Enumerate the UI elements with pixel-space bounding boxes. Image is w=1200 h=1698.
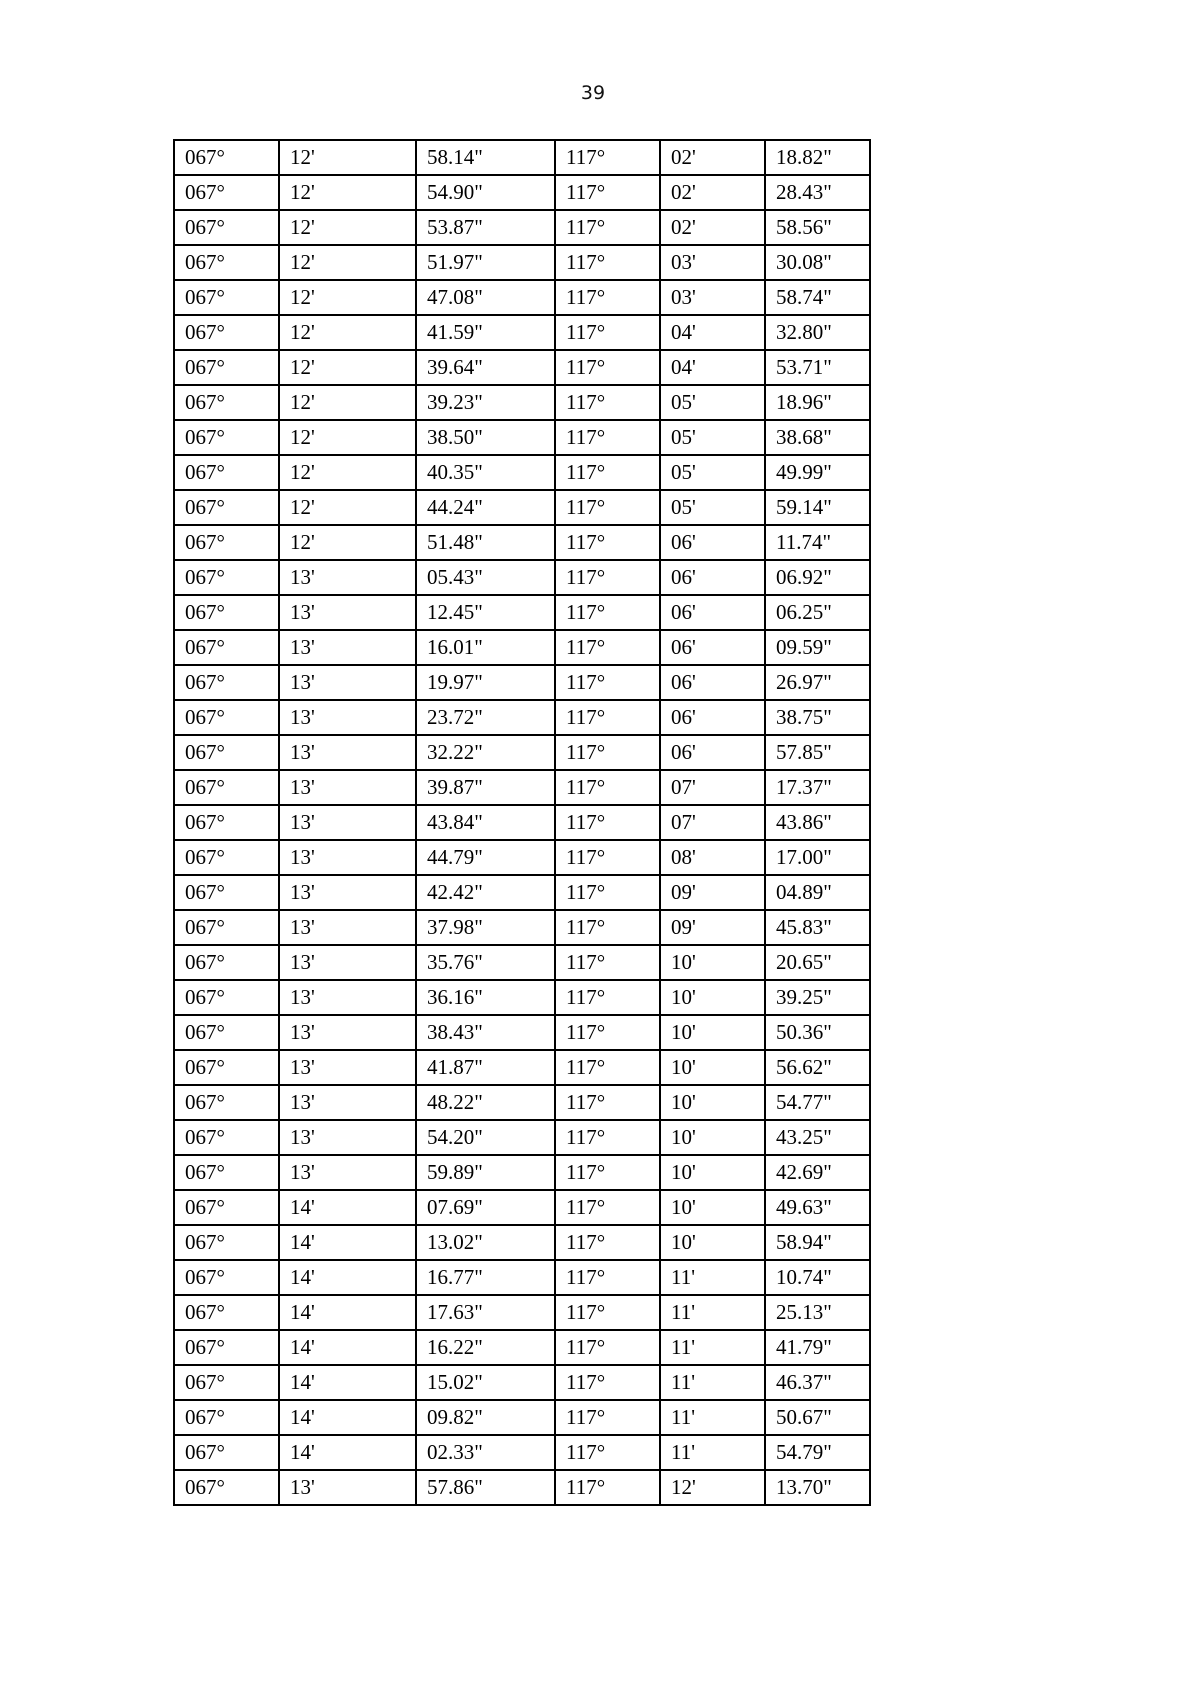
lon-seconds-cell: 10.74" (765, 1260, 870, 1295)
table-row (174, 140, 870, 175)
table-row (174, 770, 870, 805)
lon-seconds-cell: 26.97" (765, 665, 870, 700)
table-row (174, 1400, 870, 1435)
lat-seconds-cell: 51.48" (416, 525, 555, 560)
lon-seconds-cell: 09.59" (765, 630, 870, 665)
lat-minutes-cell: 14' (279, 1400, 416, 1435)
lon-degrees-cell: 117° (555, 1225, 660, 1260)
table-row (174, 455, 870, 490)
table-row (174, 210, 870, 245)
lat-degrees-cell: 067° (174, 1015, 279, 1050)
lat-seconds-cell: 39.23" (416, 385, 555, 420)
lon-seconds-cell: 58.56" (765, 210, 870, 245)
lon-minutes-cell: 06' (660, 735, 765, 770)
lat-degrees-cell: 067° (174, 700, 279, 735)
lon-minutes-cell: 10' (660, 1015, 765, 1050)
lon-minutes-cell: 10' (660, 980, 765, 1015)
lon-degrees-cell: 117° (555, 210, 660, 245)
table-row (174, 1050, 870, 1085)
lat-degrees-cell: 067° (174, 245, 279, 280)
lat-minutes-cell: 13' (279, 770, 416, 805)
table-row (174, 350, 870, 385)
lon-minutes-cell: 11' (660, 1365, 765, 1400)
lat-minutes-cell: 13' (279, 665, 416, 700)
lon-degrees-cell: 117° (555, 630, 660, 665)
lon-degrees-cell: 117° (555, 980, 660, 1015)
table-row (174, 1015, 870, 1050)
lat-seconds-cell: 47.08" (416, 280, 555, 315)
lat-degrees-cell: 067° (174, 490, 279, 525)
lat-minutes-cell: 13' (279, 1120, 416, 1155)
lat-degrees-cell: 067° (174, 1085, 279, 1120)
lat-degrees-cell: 067° (174, 980, 279, 1015)
lat-minutes-cell: 13' (279, 840, 416, 875)
table-row (174, 1190, 870, 1225)
lon-degrees-cell: 117° (555, 1295, 660, 1330)
lat-minutes-cell: 13' (279, 1470, 416, 1505)
table-row (174, 735, 870, 770)
lat-degrees-cell: 067° (174, 1470, 279, 1505)
lat-degrees-cell: 067° (174, 1190, 279, 1225)
lon-seconds-cell: 43.25" (765, 1120, 870, 1155)
table-row (174, 945, 870, 980)
table-row (174, 245, 870, 280)
lon-degrees-cell: 117° (555, 1400, 660, 1435)
lat-minutes-cell: 13' (279, 980, 416, 1015)
lat-seconds-cell: 35.76" (416, 945, 555, 980)
table-row (174, 1085, 870, 1120)
lon-seconds-cell: 58.74" (765, 280, 870, 315)
lat-degrees-cell: 067° (174, 910, 279, 945)
table-row (174, 1470, 870, 1505)
lat-minutes-cell: 12' (279, 455, 416, 490)
lon-degrees-cell: 117° (555, 1470, 660, 1505)
lon-seconds-cell: 49.99" (765, 455, 870, 490)
lon-degrees-cell: 117° (555, 1050, 660, 1085)
lat-seconds-cell: 57.86" (416, 1470, 555, 1505)
lon-minutes-cell: 02' (660, 140, 765, 175)
lon-seconds-cell: 17.37" (765, 770, 870, 805)
lat-degrees-cell: 067° (174, 140, 279, 175)
lat-seconds-cell: 16.77" (416, 1260, 555, 1295)
lon-minutes-cell: 10' (660, 1190, 765, 1225)
lat-degrees-cell: 067° (174, 595, 279, 630)
lat-seconds-cell: 40.35" (416, 455, 555, 490)
table-row (174, 315, 870, 350)
lat-minutes-cell: 13' (279, 945, 416, 980)
lat-minutes-cell: 13' (279, 1155, 416, 1190)
lon-seconds-cell: 49.63" (765, 1190, 870, 1225)
lat-seconds-cell: 41.59" (416, 315, 555, 350)
lat-minutes-cell: 13' (279, 875, 416, 910)
lat-seconds-cell: 39.64" (416, 350, 555, 385)
lat-degrees-cell: 067° (174, 1155, 279, 1190)
lon-degrees-cell: 117° (555, 875, 660, 910)
lon-minutes-cell: 02' (660, 210, 765, 245)
lat-seconds-cell: 02.33" (416, 1435, 555, 1470)
lon-degrees-cell: 117° (555, 805, 660, 840)
table-row (174, 665, 870, 700)
lon-degrees-cell: 117° (555, 245, 660, 280)
lat-minutes-cell: 14' (279, 1330, 416, 1365)
lat-minutes-cell: 13' (279, 1050, 416, 1085)
lon-minutes-cell: 06' (660, 700, 765, 735)
lat-minutes-cell: 12' (279, 385, 416, 420)
table-row (174, 595, 870, 630)
lon-seconds-cell: 54.77" (765, 1085, 870, 1120)
lon-minutes-cell: 10' (660, 1225, 765, 1260)
lat-seconds-cell: 09.82" (416, 1400, 555, 1435)
lat-minutes-cell: 12' (279, 175, 416, 210)
lon-minutes-cell: 09' (660, 875, 765, 910)
table-row (174, 560, 870, 595)
lon-minutes-cell: 11' (660, 1295, 765, 1330)
lon-seconds-cell: 18.82" (765, 140, 870, 175)
table-row (174, 1435, 870, 1470)
lon-seconds-cell: 17.00" (765, 840, 870, 875)
lon-seconds-cell: 13.70" (765, 1470, 870, 1505)
lat-seconds-cell: 23.72" (416, 700, 555, 735)
lon-minutes-cell: 03' (660, 245, 765, 280)
lat-minutes-cell: 12' (279, 245, 416, 280)
table-row (174, 910, 870, 945)
lon-seconds-cell: 25.13" (765, 1295, 870, 1330)
lat-seconds-cell: 59.89" (416, 1155, 555, 1190)
lon-minutes-cell: 05' (660, 420, 765, 455)
lat-degrees-cell: 067° (174, 665, 279, 700)
lon-minutes-cell: 10' (660, 1155, 765, 1190)
lat-minutes-cell: 14' (279, 1365, 416, 1400)
lat-minutes-cell: 14' (279, 1295, 416, 1330)
lat-minutes-cell: 12' (279, 350, 416, 385)
lat-degrees-cell: 067° (174, 175, 279, 210)
lon-degrees-cell: 117° (555, 700, 660, 735)
lat-minutes-cell: 13' (279, 595, 416, 630)
lon-degrees-cell: 117° (555, 140, 660, 175)
lon-seconds-cell: 59.14" (765, 490, 870, 525)
lon-seconds-cell: 38.68" (765, 420, 870, 455)
lon-minutes-cell: 10' (660, 945, 765, 980)
lon-seconds-cell: 54.79" (765, 1435, 870, 1470)
lat-degrees-cell: 067° (174, 840, 279, 875)
lon-seconds-cell: 57.85" (765, 735, 870, 770)
lat-seconds-cell: 15.02" (416, 1365, 555, 1400)
lat-seconds-cell: 32.22" (416, 735, 555, 770)
lat-degrees-cell: 067° (174, 280, 279, 315)
lat-seconds-cell: 37.98" (416, 910, 555, 945)
lon-minutes-cell: 11' (660, 1330, 765, 1365)
lon-minutes-cell: 06' (660, 560, 765, 595)
lat-seconds-cell: 07.69" (416, 1190, 555, 1225)
lat-seconds-cell: 51.97" (416, 245, 555, 280)
lat-minutes-cell: 12' (279, 210, 416, 245)
table-row (174, 175, 870, 210)
lat-degrees-cell: 067° (174, 630, 279, 665)
table-row (174, 1155, 870, 1190)
lat-degrees-cell: 067° (174, 525, 279, 560)
lat-minutes-cell: 13' (279, 1015, 416, 1050)
lat-minutes-cell: 14' (279, 1260, 416, 1295)
table-row (174, 280, 870, 315)
lon-minutes-cell: 05' (660, 385, 765, 420)
table-row (174, 1225, 870, 1260)
lon-minutes-cell: 11' (660, 1400, 765, 1435)
lat-seconds-cell: 42.42" (416, 875, 555, 910)
lon-minutes-cell: 10' (660, 1085, 765, 1120)
lat-minutes-cell: 12' (279, 315, 416, 350)
lat-seconds-cell: 44.79" (416, 840, 555, 875)
lon-degrees-cell: 117° (555, 1260, 660, 1295)
lon-seconds-cell: 18.96" (765, 385, 870, 420)
lon-degrees-cell: 117° (555, 455, 660, 490)
lon-seconds-cell: 41.79" (765, 1330, 870, 1365)
lat-seconds-cell: 16.22" (416, 1330, 555, 1365)
lon-minutes-cell: 07' (660, 805, 765, 840)
lon-seconds-cell: 11.74" (765, 525, 870, 560)
lon-seconds-cell: 56.62" (765, 1050, 870, 1085)
lat-seconds-cell: 38.50" (416, 420, 555, 455)
lat-seconds-cell: 12.45" (416, 595, 555, 630)
lat-seconds-cell: 19.97" (416, 665, 555, 700)
lon-minutes-cell: 09' (660, 910, 765, 945)
lon-degrees-cell: 117° (555, 420, 660, 455)
lon-seconds-cell: 58.94" (765, 1225, 870, 1260)
lon-seconds-cell: 30.08" (765, 245, 870, 280)
lat-seconds-cell: 44.24" (416, 490, 555, 525)
lat-minutes-cell: 14' (279, 1435, 416, 1470)
lat-seconds-cell: 38.43" (416, 1015, 555, 1050)
lat-seconds-cell: 36.16" (416, 980, 555, 1015)
lat-degrees-cell: 067° (174, 1050, 279, 1085)
lon-minutes-cell: 06' (660, 665, 765, 700)
lon-seconds-cell: 28.43" (765, 175, 870, 210)
lon-seconds-cell: 50.67" (765, 1400, 870, 1435)
lat-seconds-cell: 54.20" (416, 1120, 555, 1155)
lat-minutes-cell: 13' (279, 700, 416, 735)
lat-degrees-cell: 067° (174, 1330, 279, 1365)
lon-seconds-cell: 43.86" (765, 805, 870, 840)
lat-seconds-cell: 13.02" (416, 1225, 555, 1260)
lat-degrees-cell: 067° (174, 1400, 279, 1435)
lon-seconds-cell: 06.92" (765, 560, 870, 595)
lon-degrees-cell: 117° (555, 490, 660, 525)
lon-minutes-cell: 07' (660, 770, 765, 805)
lat-minutes-cell: 14' (279, 1225, 416, 1260)
lat-minutes-cell: 12' (279, 140, 416, 175)
lon-minutes-cell: 03' (660, 280, 765, 315)
lat-degrees-cell: 067° (174, 385, 279, 420)
lon-minutes-cell: 04' (660, 350, 765, 385)
lat-degrees-cell: 067° (174, 1225, 279, 1260)
lon-degrees-cell: 117° (555, 1190, 660, 1225)
lat-degrees-cell: 067° (174, 560, 279, 595)
table-row (174, 1120, 870, 1155)
lat-seconds-cell: 41.87" (416, 1050, 555, 1085)
lon-seconds-cell: 42.69" (765, 1155, 870, 1190)
lon-minutes-cell: 11' (660, 1260, 765, 1295)
lat-seconds-cell: 16.01" (416, 630, 555, 665)
lat-seconds-cell: 17.63" (416, 1295, 555, 1330)
lat-minutes-cell: 14' (279, 1190, 416, 1225)
lat-degrees-cell: 067° (174, 1435, 279, 1470)
lon-minutes-cell: 06' (660, 630, 765, 665)
lon-degrees-cell: 117° (555, 175, 660, 210)
lon-minutes-cell: 05' (660, 455, 765, 490)
lon-degrees-cell: 117° (555, 735, 660, 770)
lon-minutes-cell: 05' (660, 490, 765, 525)
lon-degrees-cell: 117° (555, 595, 660, 630)
table-row (174, 840, 870, 875)
lat-degrees-cell: 067° (174, 1365, 279, 1400)
lon-degrees-cell: 117° (555, 665, 660, 700)
lat-seconds-cell: 48.22" (416, 1085, 555, 1120)
table-row (174, 1295, 870, 1330)
lon-degrees-cell: 117° (555, 770, 660, 805)
lon-minutes-cell: 04' (660, 315, 765, 350)
table-row (174, 980, 870, 1015)
lat-seconds-cell: 39.87" (416, 770, 555, 805)
lat-degrees-cell: 067° (174, 875, 279, 910)
lat-degrees-cell: 067° (174, 210, 279, 245)
lon-seconds-cell: 20.65" (765, 945, 870, 980)
lat-seconds-cell: 43.84" (416, 805, 555, 840)
lon-seconds-cell: 04.89" (765, 875, 870, 910)
lon-degrees-cell: 117° (555, 280, 660, 315)
lat-minutes-cell: 13' (279, 560, 416, 595)
lat-degrees-cell: 067° (174, 945, 279, 980)
lon-minutes-cell: 08' (660, 840, 765, 875)
lat-degrees-cell: 067° (174, 1120, 279, 1155)
table-row (174, 1365, 870, 1400)
table-row (174, 700, 870, 735)
lon-seconds-cell: 46.37" (765, 1365, 870, 1400)
coordinates-table (173, 139, 871, 1506)
lon-degrees-cell: 117° (555, 1365, 660, 1400)
lat-minutes-cell: 13' (279, 1085, 416, 1120)
lon-seconds-cell: 53.71" (765, 350, 870, 385)
lon-degrees-cell: 117° (555, 1330, 660, 1365)
table-row (174, 630, 870, 665)
table-row (174, 1260, 870, 1295)
lon-minutes-cell: 12' (660, 1470, 765, 1505)
lon-seconds-cell: 38.75" (765, 700, 870, 735)
lon-degrees-cell: 117° (555, 1120, 660, 1155)
lat-degrees-cell: 067° (174, 735, 279, 770)
lon-degrees-cell: 117° (555, 385, 660, 420)
lon-minutes-cell: 10' (660, 1120, 765, 1155)
lat-minutes-cell: 12' (279, 490, 416, 525)
lon-seconds-cell: 50.36" (765, 1015, 870, 1050)
lon-minutes-cell: 10' (660, 1050, 765, 1085)
table-row (174, 490, 870, 525)
lon-degrees-cell: 117° (555, 1435, 660, 1470)
lon-degrees-cell: 117° (555, 1155, 660, 1190)
lat-seconds-cell: 05.43" (416, 560, 555, 595)
lon-degrees-cell: 117° (555, 1085, 660, 1120)
lat-degrees-cell: 067° (174, 770, 279, 805)
lat-degrees-cell: 067° (174, 350, 279, 385)
lon-seconds-cell: 06.25" (765, 595, 870, 630)
lat-minutes-cell: 13' (279, 910, 416, 945)
lon-degrees-cell: 117° (555, 525, 660, 560)
lon-degrees-cell: 117° (555, 910, 660, 945)
table-row (174, 875, 870, 910)
table-row (174, 525, 870, 560)
lon-minutes-cell: 06' (660, 595, 765, 630)
page-number: 39 (580, 82, 606, 104)
lon-degrees-cell: 117° (555, 315, 660, 350)
lat-degrees-cell: 067° (174, 805, 279, 840)
lat-minutes-cell: 13' (279, 805, 416, 840)
lon-degrees-cell: 117° (555, 840, 660, 875)
lon-seconds-cell: 39.25" (765, 980, 870, 1015)
table-row (174, 420, 870, 455)
lat-degrees-cell: 067° (174, 315, 279, 350)
lat-seconds-cell: 58.14" (416, 140, 555, 175)
lon-minutes-cell: 06' (660, 525, 765, 560)
lat-minutes-cell: 12' (279, 420, 416, 455)
lon-degrees-cell: 117° (555, 945, 660, 980)
lon-degrees-cell: 117° (555, 350, 660, 385)
table-row (174, 385, 870, 420)
lon-seconds-cell: 45.83" (765, 910, 870, 945)
lat-minutes-cell: 12' (279, 280, 416, 315)
lat-minutes-cell: 12' (279, 525, 416, 560)
coordinates-table-body (174, 140, 870, 1505)
lon-degrees-cell: 117° (555, 1015, 660, 1050)
lat-minutes-cell: 13' (279, 735, 416, 770)
lon-minutes-cell: 02' (660, 175, 765, 210)
lon-degrees-cell: 117° (555, 560, 660, 595)
table-row (174, 805, 870, 840)
table-row (174, 1330, 870, 1365)
lon-seconds-cell: 32.80" (765, 315, 870, 350)
lat-degrees-cell: 067° (174, 420, 279, 455)
lon-minutes-cell: 11' (660, 1435, 765, 1470)
lat-seconds-cell: 54.90" (416, 175, 555, 210)
lat-degrees-cell: 067° (174, 1295, 279, 1330)
lat-degrees-cell: 067° (174, 1260, 279, 1295)
lat-minutes-cell: 13' (279, 630, 416, 665)
lat-degrees-cell: 067° (174, 455, 279, 490)
lat-seconds-cell: 53.87" (416, 210, 555, 245)
